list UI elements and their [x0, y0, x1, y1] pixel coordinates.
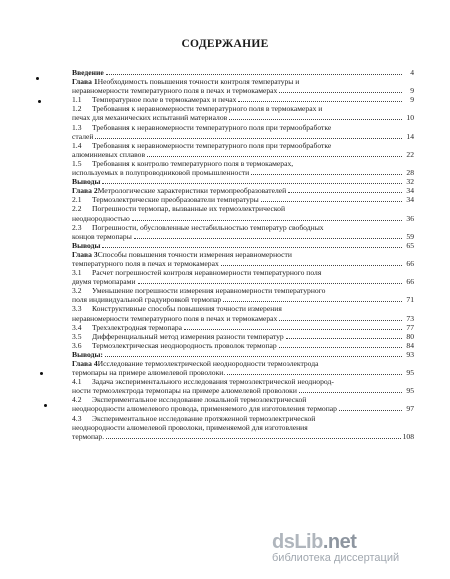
toc-entry [72, 250, 414, 268]
toc-entry-number: 2.2 [72, 204, 82, 214]
toc-leader-dots [223, 295, 402, 302]
toc-entry-number: 3.5 [72, 331, 82, 341]
toc-entry-number: Глава 3 [72, 249, 98, 259]
toc-entry [72, 332, 414, 341]
toc-entry-number: Глава 1 [72, 77, 98, 87]
toc-entry-number: 2.1 [72, 195, 82, 205]
toc-entry [72, 304, 414, 322]
toc-page-number: 93 [406, 349, 414, 359]
toc-entry [72, 223, 414, 241]
toc-page-number: 95 [406, 368, 414, 378]
margin-dot [40, 372, 43, 375]
toc-entry-text: Требования к неравномерности температурного поля в термокамерах и [92, 104, 323, 114]
toc-entry-text: Требования к неравномерности температурного поля при термообработке [92, 122, 332, 132]
toc-leader-dots [279, 341, 402, 348]
table-of-contents [72, 68, 414, 441]
toc-page-number: 36 [406, 213, 414, 223]
toc-entry [72, 395, 414, 413]
toc-entry [72, 104, 414, 122]
toc-entry-number: 2.3 [72, 222, 82, 232]
toc-leader-dots [261, 195, 402, 202]
toc-entry-text: Дифференциальный метод измерения разности температур [92, 331, 284, 341]
toc-leader-dots [134, 232, 402, 239]
toc-leader-dots [299, 386, 402, 393]
toc-leader-dots [102, 241, 402, 248]
watermark [272, 531, 442, 571]
toc-entry-text: Задача экспериментального исследования термоэлектрической неоднород- [92, 377, 334, 387]
toc-entry-text: двумя термопарами [72, 277, 136, 287]
toc-leader-dots [105, 350, 402, 357]
toc-entry-text: Выводы: [72, 349, 103, 359]
margin-dot [36, 77, 39, 80]
toc-page-number: 4 [410, 68, 414, 77]
toc-page-number: 32 [406, 177, 414, 187]
toc-entry-number: 4.1 [72, 377, 82, 387]
toc-page-number: 59 [406, 231, 414, 241]
toc-entry-number: Глава 2 [72, 186, 98, 196]
toc-entry [72, 350, 414, 359]
toc-page-number: 14 [406, 131, 414, 141]
toc-entry [72, 323, 414, 332]
toc-entry-text: поля индивидуальной градуировкой термопар [72, 295, 222, 305]
toc-entry-text: Температурное поле в термокамерах и печах [92, 95, 237, 105]
watermark-logo: dsLib.net [272, 531, 357, 553]
toc-entry-text: Экспериментальное исследование локальной термоэлектрической [92, 395, 307, 405]
toc-page-number: 22 [406, 149, 414, 159]
toc-entry-number: 1.2 [72, 104, 82, 114]
toc-entry-text: Термоэлектрическая неоднородность проволок термопар [92, 340, 277, 350]
toc-leader-dots [279, 314, 402, 321]
toc-entry [72, 95, 414, 104]
toc-entry-text: используемых в полупроводниковой промышленности [72, 168, 250, 178]
toc-entry-text: печах для механических испытаний материалов [72, 113, 228, 123]
toc-entry-text: неравномерности температурного поля в печах и термокамерах [72, 313, 278, 323]
page-title: СОДЕРЖАНИЕ [181, 38, 269, 50]
toc-entry-text: Метрологические характеристики термопреобразователей [97, 186, 287, 196]
toc-page-number: 71 [406, 295, 414, 305]
toc-entry-text: Исследование термоэлектрической неоднородности термоэлектрода [97, 359, 319, 368]
toc-entry [72, 268, 414, 286]
toc-entry [72, 241, 414, 250]
toc-entry-text: неоднородности алюмелевой проволоки, применяемой для изготовления [72, 422, 308, 432]
toc-leader-dots [288, 186, 402, 193]
toc-entry [72, 359, 414, 377]
toc-leader-dots [132, 214, 402, 221]
toc-entry [72, 195, 414, 204]
toc-leader-dots [184, 323, 402, 330]
toc-leader-dots [251, 168, 402, 175]
toc-page-number: 9 [410, 95, 414, 105]
toc-leader-dots [238, 95, 402, 102]
toc-entry [72, 377, 414, 395]
toc-entry [72, 286, 414, 304]
toc-leader-dots [279, 86, 402, 93]
toc-leader-dots [227, 368, 402, 375]
toc-leader-dots [229, 113, 402, 120]
toc-entry-number: 4.3 [72, 413, 82, 423]
toc-entry-text: неравномерности температурного поля в печах и термокамерах [72, 86, 278, 96]
toc-page-number: 34 [406, 195, 414, 205]
toc-entry-text: алюминиевых сплавов [72, 149, 146, 159]
toc-entry-text: Способы повышения точности измерения неравномерности [97, 249, 292, 259]
toc-entry [72, 159, 414, 177]
toc-entry-text: Требования к контролю температурного поля в термокамерах, [92, 158, 294, 168]
toc-entry [72, 123, 414, 141]
toc-entry-text: ности термоэлектрода термопары на примере алюмелевой проволоки [72, 386, 297, 396]
toc-leader-dots [339, 404, 402, 411]
toc-entry-text: Введение [72, 68, 104, 77]
toc-entry-text: Экспериментальное исследование протяженной термоэлектрической [92, 413, 316, 423]
toc-entry-text: Термоэлектрические преобразователи температуры [92, 195, 259, 205]
toc-entry [72, 68, 414, 77]
toc-entry-text: концов термопары [72, 231, 132, 241]
toc-entry [72, 204, 414, 222]
toc-page-number: 28 [406, 168, 414, 178]
toc-entry-number: 3.4 [72, 322, 82, 332]
toc-entry-text: Выводы [72, 177, 101, 187]
toc-entry-number: Глава 4 [72, 359, 98, 368]
toc-entry-number: 3.3 [72, 304, 82, 314]
margin-dot [44, 404, 47, 407]
toc-entry-number: 1.1 [72, 95, 82, 105]
toc-leader-dots [221, 259, 402, 266]
toc-entry [72, 186, 414, 195]
toc-page-number: 108 [402, 431, 414, 441]
toc-entry-text: сталей [72, 131, 94, 141]
toc-entry-text: температурного поля в печах и термокамерах [72, 258, 219, 268]
toc-entry-number: 3.6 [72, 340, 82, 350]
toc-entry-number: 1.5 [72, 158, 82, 168]
toc-page-number: 95 [406, 386, 414, 396]
toc-page-number: 77 [406, 322, 414, 332]
toc-entry-text: Конструктивные способы повышения точности измерения [92, 304, 282, 314]
toc-page-number: 10 [406, 113, 414, 123]
toc-page-number: 73 [406, 313, 414, 323]
toc-leader-dots [147, 150, 402, 157]
toc-entry-text: термопар. [72, 431, 105, 441]
toc-entry-text: неоднородности алюмелевого провода, применяемого для изготовления термопар [72, 404, 337, 414]
toc-leader-dots [106, 432, 401, 439]
toc-entry-text: Погрешности термопар, вызванные их термоэлектрической [92, 204, 286, 214]
toc-entry-number: 1.4 [72, 140, 82, 150]
toc-entry-number: 4.2 [72, 395, 82, 405]
toc-entry-text: Выводы [72, 240, 101, 250]
toc-page-number: 80 [406, 331, 414, 341]
toc-entry [72, 141, 414, 159]
toc-leader-dots [95, 132, 402, 139]
toc-entry [72, 341, 414, 350]
toc-page-number: 66 [406, 258, 414, 268]
margin-dot [38, 100, 41, 103]
watermark-caption: библиотека диссертаций [272, 552, 400, 564]
toc-entry-text: неоднородностью [72, 213, 130, 223]
toc-entry [72, 414, 414, 441]
toc-page-number: 9 [410, 86, 414, 96]
toc-leader-dots [286, 332, 402, 339]
toc-entry [72, 77, 414, 95]
toc-entry-text: Необходимость повышения точности контроля температуры и [97, 77, 300, 87]
toc-entry-number: 3.2 [72, 286, 82, 296]
toc-entry-text: Уменьшение погрешности измерения неравномерности температурного [92, 286, 326, 296]
toc-entry-number: 3.1 [72, 268, 82, 278]
toc-entry-text: Погрешности, обусловленные нестабильностью температур свободных [92, 222, 324, 232]
toc-page-number: 66 [406, 277, 414, 287]
toc-entry-text: Расчет погрешностей контроля неравномерности температурного поля [92, 268, 322, 278]
toc-entry-text: Трехэлектродная термопара [92, 322, 183, 332]
toc-page-number: 84 [406, 340, 414, 350]
toc-entry-text: Требования к неравномерности температурного поля при термообработке [92, 140, 332, 150]
toc-page-number: 65 [406, 240, 414, 250]
toc-entry [72, 177, 414, 186]
toc-page-number: 34 [406, 186, 414, 196]
toc-leader-dots [138, 277, 402, 284]
toc-entry-text: термопары на примере алюмелевой проволоки. [72, 368, 226, 378]
toc-leader-dots [102, 177, 402, 184]
toc-page-number: 97 [406, 404, 414, 414]
toc-entry-number: 1.3 [72, 122, 82, 132]
toc-leader-dots [106, 68, 402, 75]
